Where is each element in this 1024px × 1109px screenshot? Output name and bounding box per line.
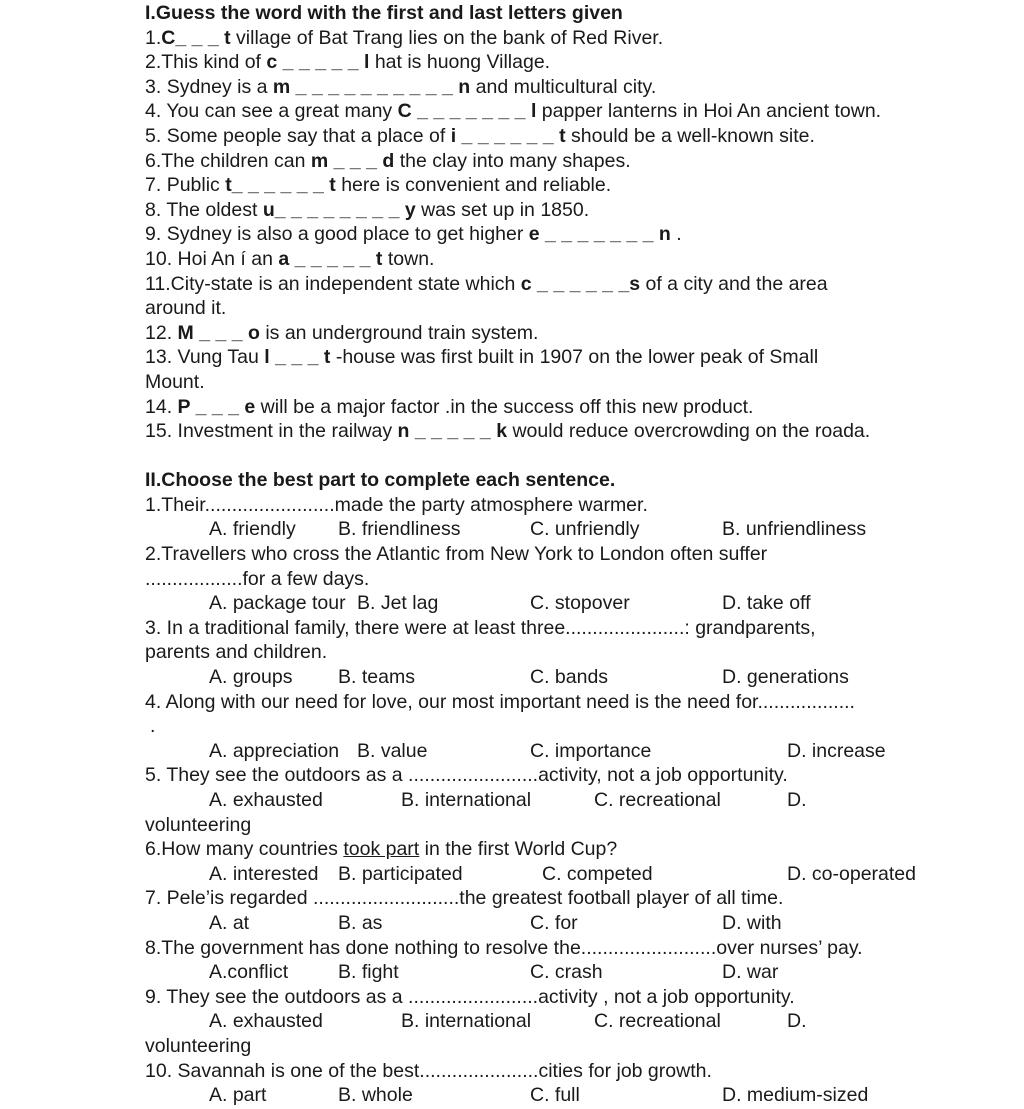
question-10: 10. Savannah is one of the best......................cities for job growth. [145,1059,712,1082]
exercise-item [145,321,935,346]
option-c[interactable]: C. recreational [594,1010,721,1033]
option-b[interactable]: B. whole [338,1084,413,1107]
item-text: here is convenient and reliable. [335,174,612,197]
letter-hint: i _ _ _ _ _ _ t [450,124,566,147]
item-text: Vung Tau [177,346,265,369]
options-5 [145,788,935,813]
option-b[interactable]: B. participated [338,862,463,885]
options-10 [145,1083,935,1108]
item-text: the clay into many shapes. [394,149,631,172]
option-c[interactable]: C. competed [542,862,653,885]
item-text: of a city and the area [640,272,828,295]
question-4-cont: . [150,715,156,738]
exercise-item [145,395,935,420]
option-c[interactable]: C. for [530,911,578,934]
exercise-item [145,50,935,75]
question-6-post: in the first World Cup? [419,838,618,861]
letter-hint: c _ _ _ _ _ l [266,51,370,74]
item-text: should be a well-known site. [565,124,815,147]
option-c[interactable]: C. full [530,1084,580,1107]
option-c[interactable]: C. importance [530,739,652,762]
exercise-item [145,149,935,174]
item-text: -house was first built in 1907 on the lower peak of Small [330,346,819,369]
options-3 [145,665,935,690]
letter-hint: P _ _ _ e [177,395,256,418]
option-b[interactable]: B. international [401,789,532,811]
letter-hint: l _ _ _ t [264,346,331,369]
option-b[interactable]: B. as [338,911,383,934]
letter-hint: e _ _ _ _ _ _ _ n [528,223,671,246]
item-text: . [670,223,682,246]
option-a[interactable]: A.conflict [209,961,289,984]
item-text: City-state is an independent state which [170,272,521,295]
item-text: hat is huong Village. [369,51,551,74]
option-c[interactable]: C. recreational [594,789,721,811]
item-text: This kind of [161,51,267,74]
question-3: 3. In a traditional family, there were at least three......................: grandparents, [145,616,816,639]
question-3-cont: parents and children. [145,641,328,664]
letter-hint: m _ _ _ d [310,149,395,172]
exercise-item [145,272,935,297]
exercise-item [145,247,935,272]
item-text: The oldest [166,198,263,221]
letter-hint: u_ _ _ _ _ _ _ _ y [262,198,416,221]
item-continuation: Mount. [145,370,205,393]
worksheet [145,1,935,1108]
letter-hint: C _ _ _ _ _ _ _ l [397,100,537,123]
option-a[interactable]: A. package tour [209,592,346,615]
letter-hint: a _ _ _ _ _ t [278,247,383,270]
item-text: Sydney is also a good place to get higher [166,223,529,246]
option-a[interactable]: A. appreciation [209,739,340,762]
option-d[interactable]: D. take off [722,592,811,615]
option-d[interactable]: D. increase [787,739,886,762]
item-number: 8. [145,198,167,221]
exercise-item [145,198,935,223]
item-number: 11. [145,272,171,295]
option-d[interactable]: D. co-operated [787,862,916,885]
section2-heading: II.Choose the best part to complete each sentence. [145,469,616,492]
item-number: 5. [145,124,167,147]
option-c[interactable]: C. unfriendly [530,518,640,541]
item-text: will be a major factor .in the success off this new product. [255,395,754,418]
option-a[interactable]: A. at [209,911,250,934]
item-number: 15. [145,420,178,443]
letter-hint: t_ _ _ _ _ _ t [225,174,336,197]
question-7: 7. Pele’is regarded ...........................the greatest football player of all time. [145,887,784,910]
option-b[interactable]: B. international [401,1010,532,1033]
item-text: village of Bat Trang lies on the bank of Red River. [230,26,664,49]
exercise-item [145,222,935,247]
item-text: Investment in the railway [177,420,398,443]
option-a[interactable]: A. friendly [209,518,296,541]
option-d[interactable]: D. with [722,911,782,934]
exercise-item [145,124,935,149]
item-text: The children can [161,149,311,172]
letter-hint: c _ _ _ _ _ _s [520,272,641,295]
option-b[interactable]: B. friendliness [338,518,461,541]
letter-hint: m _ _ _ _ _ _ _ _ _ _ n [272,75,471,98]
exercise-item [145,26,935,51]
underlined-phrase: took part [343,838,420,861]
options-7 [145,911,935,936]
option-b[interactable]: B. value [357,739,428,762]
question-2-cont: ..................for a few days. [145,567,370,590]
option-d[interactable]: D. generations [722,666,849,689]
letter-hint: C_ _ _ t [161,26,231,49]
option-d-cont: volunteering [145,813,252,836]
item-text: papper lanterns in Hoi An ancient town. [536,100,882,123]
letter-hint: M _ _ _ o [177,321,260,344]
item-text: and multicultural city. [470,75,657,98]
letter-hint: n _ _ _ _ _ k [397,420,508,443]
item-number: 13. [145,346,178,369]
option-a[interactable]: A. exhausted [209,789,323,811]
options-1 [145,517,935,542]
question-1: 1.Their........................made the party atmosphere warmer. [145,493,648,516]
item-text: town. [382,247,435,270]
option-a[interactable]: A. interested [209,862,319,885]
section1-heading: I.Guess the word with the first and last letters given [145,2,623,24]
option-d[interactable]: D. medium-sized [722,1084,869,1107]
item-number: 10. [145,247,178,270]
item-text: Hoi An í an [177,247,279,270]
item-number: 14. [145,395,178,418]
question-9: 9. They see the outdoors as a ........................activity , not a job opportunity. [145,985,795,1008]
item-number: 4. [145,100,167,123]
item-number: 6. [145,149,162,172]
options-9 [145,1009,935,1034]
option-d-cont: volunteering [145,1034,252,1057]
question-6 [145,837,935,862]
question-5: 5. They see the outdoors as a ........................activity, not a job opportunity. [145,764,788,787]
item-text: You can see a great many [166,100,398,123]
question-2: 2.Travellers who cross the Atlantic from New York to London often suffer [145,543,768,566]
item-text: Public [166,174,226,197]
options-2 [145,591,935,616]
option-b[interactable]: B. Jet lag [357,592,439,615]
item-number: 3. [145,75,167,98]
item-number: 1. [145,26,162,49]
item-number: 9. [145,223,167,246]
item-number: 7. [145,174,167,197]
exercise-item [145,345,935,370]
item-text: Sydney is a [166,75,273,98]
option-b[interactable]: B. teams [338,666,415,689]
question-4: 4. Along with our need for love, our most important need is the need for.................. [145,690,855,713]
exercise-item [145,75,935,100]
exercise-item [145,419,935,444]
item-number: 12. [145,321,178,344]
exercise-item [145,99,935,124]
option-d[interactable]: D. [787,789,807,811]
option-a[interactable]: A. part [209,1084,267,1107]
item-text: was set up in 1850. [415,198,590,221]
option-a[interactable]: A. exhausted [209,1010,323,1033]
section1-list [145,26,935,444]
option-d[interactable]: B. unfriendliness [722,518,867,541]
options-4 [145,739,935,764]
options-8 [145,960,935,985]
option-d[interactable]: D. [787,1010,807,1033]
option-d[interactable]: D. war [722,961,779,984]
item-number: 2. [145,51,162,74]
option-a[interactable]: A. groups [209,666,293,689]
option-b[interactable]: B. fight [338,961,399,984]
question-8: 8.The government has done nothing to resolve the.........................over nurses’ pay. [145,936,863,959]
item-text: is an underground train system. [259,321,539,344]
option-c[interactable]: C. stopover [530,592,630,615]
option-c[interactable]: C. bands [530,666,609,689]
item-text: would reduce overcrowding on the roada. [507,420,871,443]
exercise-item [145,173,935,198]
item-continuation: around it. [145,297,227,320]
option-c[interactable]: C. crash [530,961,603,984]
question-6-pre: 6.How many countries [145,838,344,861]
item-text: Some people say that a place of [166,124,451,147]
options-6 [145,862,935,887]
